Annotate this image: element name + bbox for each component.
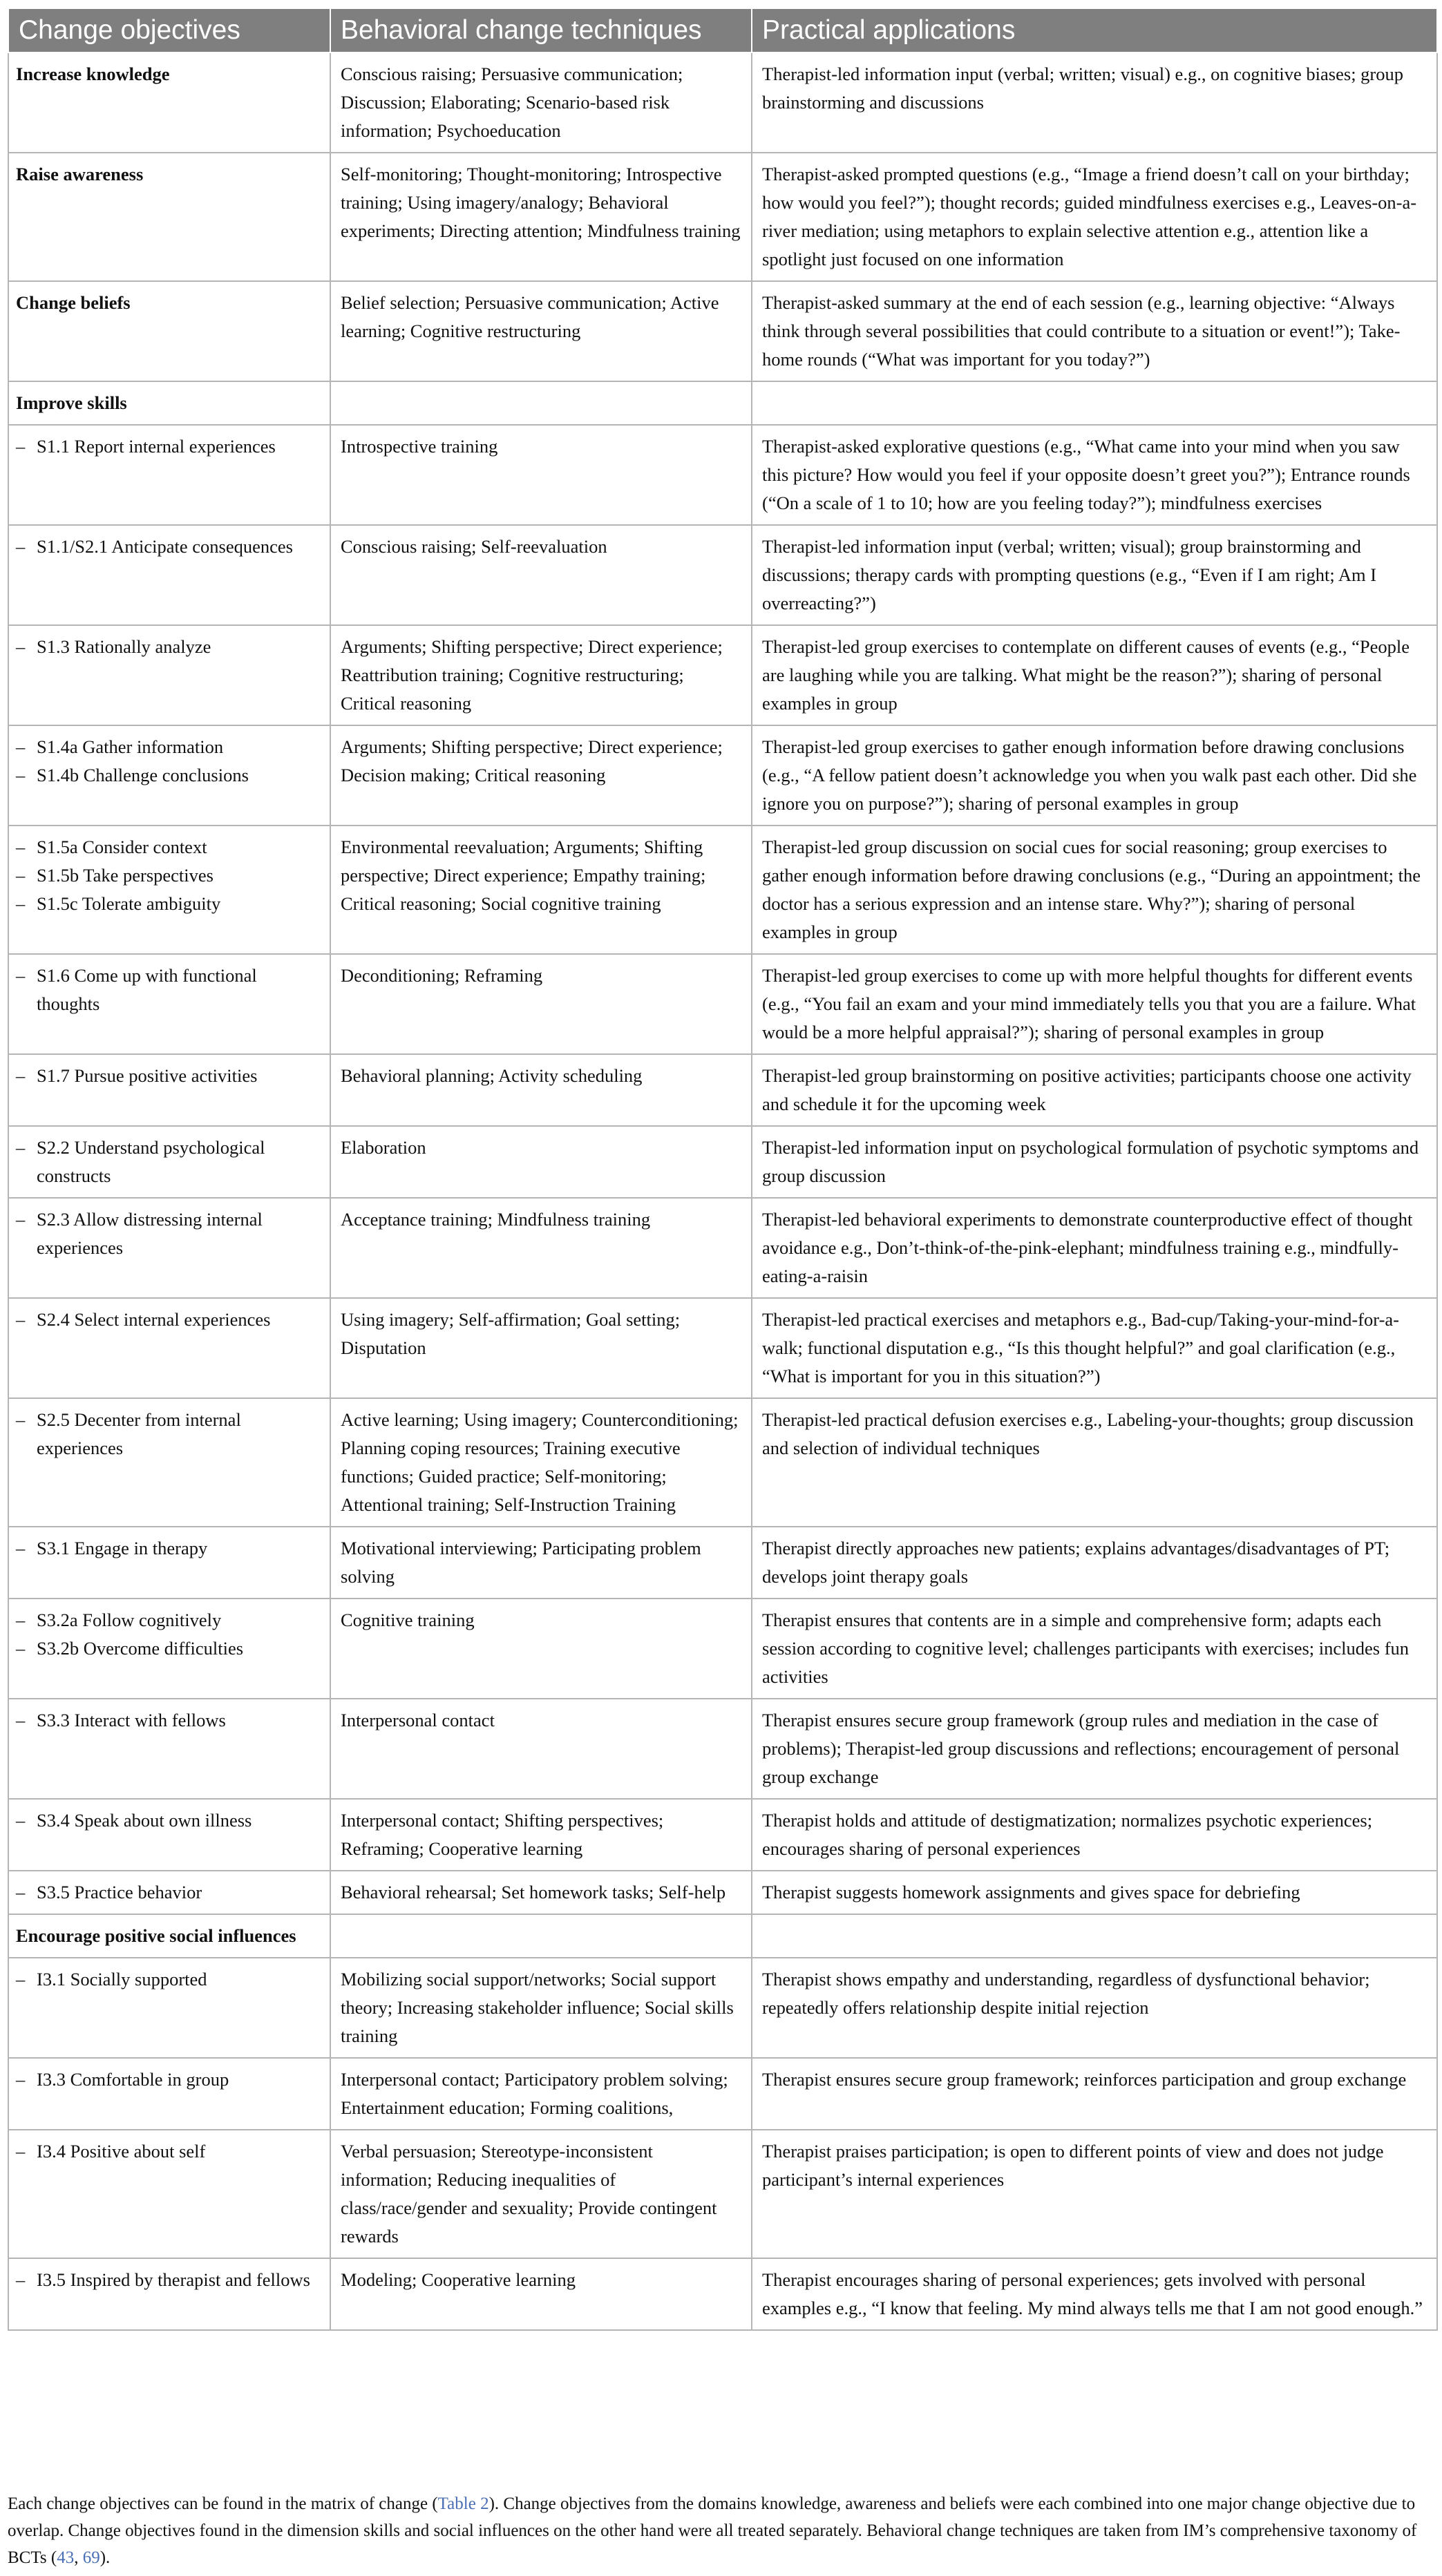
- objective-line: [16, 733, 320, 761]
- cell-applications: Therapist ensures secure group framework (group rules and mediation in the case of problems); Therapist-led group discussions and reflections; encouragement of personal group exchange: [752, 1699, 1437, 1799]
- table-row: [8, 2130, 1437, 2258]
- cell-applications: Therapist-led practical exercises and metaphors e.g., Bad-cup/Taking-your-mind-for-a-walk; functional disputation e.g., “Is this thought helpful?” and goal clarification (e.g., “What is important for you in this situation?”): [752, 1298, 1437, 1398]
- table-row: [8, 1958, 1437, 2058]
- table-row: [8, 954, 1437, 1054]
- cell-change-objective: [8, 381, 330, 425]
- change-objectives-table: [8, 8, 1438, 2331]
- cell-applications: [752, 381, 1437, 425]
- table-row: [8, 1126, 1437, 1198]
- cell-techniques: Environmental reevaluation; Arguments; Shifting perspective; Direct experience; Empathy training; Critical reasoning; Social cognitive training: [330, 826, 752, 954]
- footnote-separator: ,: [74, 2548, 83, 2567]
- cell-applications: Therapist directly approaches new patients; explains advantages/disadvantages of PT; develops joint therapy goals: [752, 1527, 1437, 1599]
- cell-techniques: Mobilizing social support/networks; Social support theory; Increasing stakeholder influence; Social skills training: [330, 1958, 752, 2058]
- objective-line: Raise awareness: [16, 164, 144, 184]
- cell-change-objective: [8, 1198, 330, 1298]
- cell-techniques: Modeling; Cooperative learning: [330, 2258, 752, 2330]
- cell-applications: Therapist holds and attitude of destigmatization; normalizes psychotic experiences; encourages sharing of personal experiences: [752, 1799, 1437, 1871]
- cell-techniques: Elaboration: [330, 1126, 752, 1198]
- objective-line: [16, 2266, 320, 2294]
- cell-change-objective: [8, 425, 330, 525]
- cell-change-objective: [8, 954, 330, 1054]
- cell-applications: Therapist-asked prompted questions (e.g., “Image a friend doesn’t call on your birthday; how would you feel?”); thought records; guided mindfulness exercises e.g., Leaves-on-a-river mediation; using metaphors to explain selective attention e.g., attention like a spotlight just focused on one information: [752, 153, 1437, 281]
- objective-line: [16, 1534, 320, 1563]
- cell-applications: Therapist-led information input (verbal; written; visual); group brainstorming and discussions; therapy cards with prompting questions (e.g., “Even if I am right; Am I overreacting?”): [752, 525, 1437, 625]
- table-row: [8, 625, 1437, 725]
- objective-line: [16, 1062, 320, 1090]
- dash-marker: –: [16, 1538, 26, 1558]
- objective-line: [16, 861, 320, 890]
- dash-marker: –: [16, 893, 26, 914]
- table-header-row: [8, 8, 1437, 53]
- objective-line: [16, 633, 320, 661]
- table-row: [8, 2058, 1437, 2130]
- table-row: [8, 1699, 1437, 1799]
- cell-applications: Therapist-led group discussion on social cues for social reasoning; group exercises to gather enough information before drawing conclusions (e.g., “During an appointment; the doctor has a serious expression and an intense stare. Why?”); sharing of personal examples in group: [752, 826, 1437, 954]
- cell-applications: Therapist-led group exercises to contemplate on different causes of events (e.g., “People are laughing while you are talking. What might be the reason?”); sharing of personal examples in group: [752, 625, 1437, 725]
- footnote-ref-43[interactable]: 43: [57, 2548, 75, 2567]
- cell-techniques: Interpersonal contact; Participatory problem solving; Entertainment education; Forming coalitions,: [330, 2058, 752, 2130]
- cell-change-objective: [8, 826, 330, 954]
- dash-marker: –: [16, 765, 26, 785]
- objective-line: [16, 2065, 320, 2094]
- table-row: [8, 281, 1437, 381]
- footnote-ref-table[interactable]: Table 2: [437, 2494, 489, 2513]
- cell-techniques: Acceptance training; Mindfulness training: [330, 1198, 752, 1298]
- cell-techniques: Deconditioning; Reframing: [330, 954, 752, 1054]
- table-row: [8, 1599, 1437, 1699]
- cell-techniques: Using imagery; Self-affirmation; Goal setting; Disputation: [330, 1298, 752, 1398]
- objective-text: S2.5 Decenter from internal experiences: [37, 1409, 241, 1458]
- cell-techniques: Arguments; Shifting perspective; Direct experience; Decision making; Critical reasoning: [330, 725, 752, 826]
- objective-line: [16, 1134, 320, 1190]
- table-row: [8, 525, 1437, 625]
- cell-techniques: Behavioral rehearsal; Set homework tasks; Self-help: [330, 1871, 752, 1914]
- cell-applications: Therapist-asked summary at the end of each session (e.g., learning objective: “Always think through several possibilities that could contribute to a situation or event!”); Take-home rounds (“What was important for you today?”): [752, 281, 1437, 381]
- cell-techniques: Interpersonal contact: [330, 1699, 752, 1799]
- cell-techniques: Active learning; Using imagery; Counterconditioning; Planning coping resources; Training executive functions; Guided practice; Self-monitoring; Attentional training; Self-Instruction Training: [330, 1398, 752, 1527]
- cell-techniques: Behavioral planning; Activity scheduling: [330, 1054, 752, 1126]
- dash-marker: –: [16, 965, 26, 986]
- footnote-text-3: ).: [99, 2548, 111, 2567]
- cell-applications: Therapist suggests homework assignments and gives space for debriefing: [752, 1871, 1437, 1914]
- cell-techniques: [330, 381, 752, 425]
- cell-techniques: Motivational interviewing; Participating problem solving: [330, 1527, 752, 1599]
- cell-applications: Therapist-led group exercises to gather enough information before drawing conclusions (e.g., “A fellow patient doesn’t acknowledge you when you walk past each other. Did she ignore you on purpose?”); sharing of personal examples in group: [752, 725, 1437, 826]
- objective-line: [16, 962, 320, 1018]
- objective-text: S1.5a Consider context: [37, 837, 207, 857]
- header-behavioral-change-techniques: Behavioral change techniques: [330, 8, 752, 53]
- cell-change-objective: [8, 625, 330, 725]
- dash-marker: –: [16, 1409, 26, 1430]
- cell-techniques: Cognitive training: [330, 1599, 752, 1699]
- cell-techniques: Introspective training: [330, 425, 752, 525]
- dash-marker: –: [16, 736, 26, 757]
- objective-text: S1.6 Come up with functional thoughts: [37, 965, 257, 1014]
- dash-marker: –: [16, 2141, 26, 2162]
- cell-techniques: Arguments; Shifting perspective; Direct experience; Reattribution training; Cognitive restructuring; Critical reasoning: [330, 625, 752, 725]
- footnote-text-2: ). Change objectives from the domains knowledge, awareness and beliefs were each combined into one major change objective due to overlap. Change objectives found in the dimension skills and social influences on the other hand were all treated separately. Behavioral change techniques are taken from IM’s comprehensive taxonomy of BCTs (: [8, 2494, 1417, 2567]
- objective-line: [16, 1706, 320, 1735]
- table-row: [8, 725, 1437, 826]
- cell-applications: Therapist ensures that contents are in a simple and comprehensive form; adapts each session according to cognitive level; challenges participants with exercises; includes fun activities: [752, 1599, 1437, 1699]
- cell-change-objective: [8, 725, 330, 826]
- dash-marker: –: [16, 1065, 26, 1086]
- objective-text: I3.5 Inspired by therapist and fellows: [37, 2269, 310, 2290]
- cell-change-objective: [8, 2058, 330, 2130]
- cell-applications: Therapist-led practical defusion exercises e.g., Labeling-your-thoughts; group discussion and selection of individual techniques: [752, 1398, 1437, 1527]
- objective-text: S1.5b Take perspectives: [37, 865, 214, 886]
- table-row: [8, 1198, 1437, 1298]
- cell-change-objective: [8, 1298, 330, 1398]
- objective-text: I3.3 Comfortable in group: [37, 2069, 229, 2090]
- cell-change-objective: [8, 1054, 330, 1126]
- table-row: [8, 1398, 1437, 1527]
- objective-line: [16, 1406, 320, 1462]
- cell-techniques: Conscious raising; Persuasive communication; Discussion; Elaborating; Scenario-based risk information; Psychoeducation: [330, 53, 752, 153]
- cell-change-objective: [8, 1699, 330, 1799]
- dash-marker: –: [16, 865, 26, 886]
- cell-change-objective: [8, 1599, 330, 1699]
- cell-techniques: [330, 1914, 752, 1958]
- cell-change-objective: [8, 1527, 330, 1599]
- objective-text: I3.4 Positive about self: [37, 2141, 206, 2162]
- dash-marker: –: [16, 1638, 26, 1659]
- table-row: [8, 381, 1437, 425]
- objective-line: Change beliefs: [16, 292, 131, 313]
- table-row: [8, 1914, 1437, 1958]
- cell-change-objective: [8, 525, 330, 625]
- objective-text: S2.3 Allow distressing internal experiences: [37, 1209, 263, 1258]
- objective-line: [16, 1306, 320, 1334]
- cell-techniques: Verbal persuasion; Stereotype-inconsistent information; Reducing inequalities of class/race/gender and sexuality; Provide contingent rewards: [330, 2130, 752, 2258]
- table-body: [8, 53, 1437, 2330]
- cell-change-objective: [8, 1958, 330, 2058]
- cell-applications: Therapist shows empathy and understanding, regardless of dysfunctional behavior; repeatedly offers relationship despite initial rejection: [752, 1958, 1437, 2058]
- cell-applications: Therapist praises participation; is open to different points of view and does not judge participant’s internal experiences: [752, 2130, 1437, 2258]
- table-row: [8, 153, 1437, 281]
- objective-line: [16, 890, 320, 918]
- table-row: [8, 1298, 1437, 1398]
- cell-applications: Therapist-led group brainstorming on positive activities; participants choose one activity and schedule it for the upcoming week: [752, 1054, 1437, 1126]
- table-row: [8, 1799, 1437, 1871]
- cell-techniques: Conscious raising; Self-reevaluation: [330, 525, 752, 625]
- cell-change-objective: [8, 1398, 330, 1527]
- cell-applications: Therapist ensures secure group framework; reinforces participation and group exchange: [752, 2058, 1437, 2130]
- objective-text: S3.2b Overcome difficulties: [37, 1638, 244, 1659]
- footnote-text-1: Each change objectives can be found in the matrix of change (: [8, 2494, 438, 2513]
- objective-text: S2.4 Select internal experiences: [37, 1309, 271, 1330]
- dash-marker: –: [16, 1969, 26, 1990]
- objective-text: S1.7 Pursue positive activities: [37, 1065, 258, 1086]
- table-row: [8, 826, 1437, 954]
- objective-line: [16, 2137, 320, 2166]
- objective-line: [16, 1606, 320, 1634]
- objective-text: S1.1/S2.1 Anticipate consequences: [37, 536, 293, 557]
- cell-applications: [752, 1914, 1437, 1958]
- cell-applications: Therapist-led information input (verbal; written; visual) e.g., on cognitive biases; group brainstorming and discussions: [752, 53, 1437, 153]
- objective-text: S3.4 Speak about own illness: [37, 1810, 252, 1831]
- table-row: [8, 2258, 1437, 2330]
- objective-line: [16, 1806, 320, 1835]
- objective-text: S1.5c Tolerate ambiguity: [37, 893, 221, 914]
- dash-marker: –: [16, 1610, 26, 1630]
- table-row: [8, 1527, 1437, 1599]
- objective-text: S1.4b Challenge conclusions: [37, 765, 249, 785]
- objective-line: [16, 432, 320, 461]
- table-row: [8, 1871, 1437, 1914]
- objective-text: S1.1 Report internal experiences: [37, 436, 276, 457]
- dash-marker: –: [16, 837, 26, 857]
- cell-applications: Therapist-led behavioral experiments to demonstrate counterproductive effect of thought avoidance e.g., Don’t-think-of-the-pink-elephant; mindfulness training e.g., mindfully-eating-a-raisin: [752, 1198, 1437, 1298]
- objective-line: Increase knowledge: [16, 64, 170, 84]
- table-container: [8, 8, 1436, 2331]
- objective-text: I3.1 Socially supported: [37, 1969, 207, 1990]
- cell-techniques: Belief selection; Persuasive communication; Active learning; Cognitive restructuring: [330, 281, 752, 381]
- cell-change-objective: [8, 1914, 330, 1958]
- objective-text: S3.3 Interact with fellows: [37, 1710, 226, 1730]
- dash-marker: –: [16, 1882, 26, 1902]
- cell-applications: Therapist-led information input on psychological formulation of psychotic symptoms and group discussion: [752, 1126, 1437, 1198]
- dash-marker: –: [16, 1137, 26, 1158]
- cell-change-objective: [8, 153, 330, 281]
- table-row: [8, 425, 1437, 525]
- dash-marker: –: [16, 2069, 26, 2090]
- cell-change-objective: [8, 1799, 330, 1871]
- dash-marker: –: [16, 436, 26, 457]
- objective-line: [16, 1205, 320, 1262]
- objective-line: [16, 533, 320, 561]
- cell-applications: Therapist encourages sharing of personal experiences; gets involved with personal examples e.g., “I know that feeling. My mind always tells me that I am not good enough.”: [752, 2258, 1437, 2330]
- footnote-ref-69[interactable]: 69: [82, 2548, 100, 2567]
- objective-line: [16, 1634, 320, 1663]
- dash-marker: –: [16, 1710, 26, 1730]
- header-practical-applications: Practical applications: [752, 8, 1437, 53]
- table-row: [8, 1054, 1437, 1126]
- cell-techniques: Self-monitoring; Thought-monitoring; Introspective training; Using imagery/analogy; Behavioral experiments; Directing attention; Mindfulness training: [330, 153, 752, 281]
- header-change-objectives: Change objectives: [8, 8, 330, 53]
- objective-line: Encourage positive social influences: [16, 1925, 296, 1946]
- objective-text: S1.4a Gather information: [37, 736, 224, 757]
- dash-marker: –: [16, 1209, 26, 1230]
- cell-change-objective: [8, 1126, 330, 1198]
- objective-text: S1.3 Rationally analyze: [37, 636, 211, 657]
- dash-marker: –: [16, 536, 26, 557]
- cell-applications: Therapist-led group exercises to come up with more helpful thoughts for different events (e.g., “You fail an exam and your mind immediately tells you that you are a failure. What would be a more helpful appraisal?”); sharing of personal examples in group: [752, 954, 1437, 1054]
- objective-line: [16, 1965, 320, 1994]
- objective-line: Improve skills: [16, 392, 127, 413]
- objective-line: [16, 761, 320, 790]
- cell-change-objective: [8, 53, 330, 153]
- cell-techniques: Interpersonal contact; Shifting perspectives; Reframing; Cooperative learning: [330, 1799, 752, 1871]
- objective-line: [16, 1878, 320, 1907]
- objective-text: S3.2a Follow cognitively: [37, 1610, 222, 1630]
- objective-text: S3.1 Engage in therapy: [37, 1538, 208, 1558]
- dash-marker: –: [16, 1810, 26, 1831]
- cell-change-objective: [8, 281, 330, 381]
- objective-text: S2.2 Understand psychological constructs: [37, 1137, 265, 1186]
- dash-marker: –: [16, 636, 26, 657]
- cell-change-objective: [8, 2258, 330, 2330]
- objective-text: S3.5 Practice behavior: [37, 1882, 202, 1902]
- dash-marker: –: [16, 1309, 26, 1330]
- dash-marker: –: [16, 2269, 26, 2290]
- cell-change-objective: [8, 2130, 330, 2258]
- table-row: [8, 53, 1437, 153]
- cell-applications: Therapist-asked explorative questions (e.g., “What came into your mind when you saw this picture? How would you feel if your opposite doesn’t greet you?”); Entrance rounds (“On a scale of 1 to 10; how are you feeling today?”); mindfulness exercises: [752, 425, 1437, 525]
- objective-line: [16, 833, 320, 861]
- table-footnote: [8, 2490, 1436, 2571]
- cell-change-objective: [8, 1871, 330, 1914]
